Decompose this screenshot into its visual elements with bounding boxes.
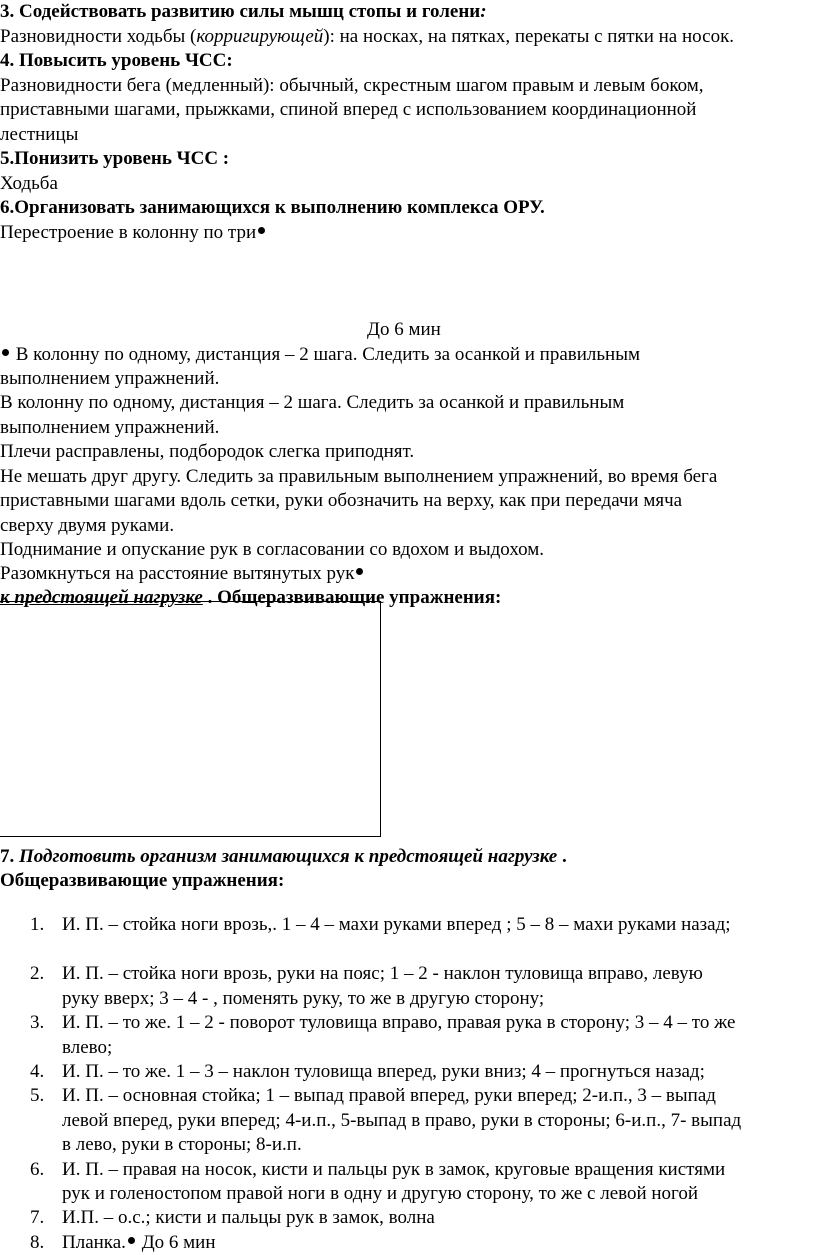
exercise-number: 3. — [30, 1012, 45, 1033]
note-3: Плечи расправлены, подбородок слегка приподнят. — [0, 441, 415, 462]
exercise-number: 8. — [30, 1232, 45, 1253]
note-2-line-2: выполнением упражнений. — [0, 417, 220, 438]
exercise-line: И. П. – стойка ноги врозь, руки на пояс; 1 – 2 - наклон туловища вправо, левую — [62, 963, 703, 984]
section-7-title: 7. Подготовить организм занимающихся к предстоящей нагрузке . — [0, 846, 567, 867]
section-6-title: 6.Организовать занимающихся к выполнению комплекса ОРУ. — [0, 197, 545, 218]
bullet-icon — [258, 227, 265, 234]
bullet-icon — [128, 1237, 135, 1244]
section-4-line-1: Разновидности бега (медленный): обычный, скрестным шагом правым и левым боком, — [0, 75, 704, 96]
exercise-line: И. П. – стойка ноги врозь,. 1 – 4 – махи руками вперед ; 5 – 8 – махи руками назад; — [62, 914, 731, 935]
exercise-number: 2. — [30, 963, 45, 984]
section-4-line-2: приставными шагами, прыжками, спиной вперед с использованием координационной — [0, 99, 697, 120]
empty-frame — [0, 601, 381, 837]
note-4-line-2: приставными шагами вдоль сетки, руки обозначить на верху, как при передачи мяча — [0, 490, 683, 511]
duration-label: До 6 мин — [367, 319, 441, 340]
exercise-line: влево; — [62, 1037, 113, 1058]
exercise-line: Планка. До 6 мин — [62, 1232, 216, 1253]
note-2-line-1: В колонну по одному, дистанция – 2 шага. Следить за осанкой и правильным — [0, 392, 625, 413]
exercise-number: 7. — [30, 1207, 45, 1228]
exercise-number: 4. — [30, 1061, 45, 1082]
exercise-line: И. П. – основная стойка; 1 – выпад правой вперед, руки вперед; 2-и.п., 3 – выпад — [62, 1085, 716, 1106]
bullet-icon — [356, 568, 363, 575]
exercise-number: 1. — [30, 914, 45, 935]
note-5: Поднимание и опускание рук в согласовании со вдохом и выдохом. — [0, 539, 545, 560]
note-1-line-1: В колонну по одному, дистанция – 2 шага. Следить за осанкой и правильным — [0, 343, 640, 367]
exercise-number: 5. — [30, 1085, 45, 1106]
exercise-duration: До 6 мин — [136, 1232, 216, 1253]
exercise-line: руку вверх; 3 – 4 - , поменять руку, то же в другую сторону; — [62, 988, 545, 1009]
section-6-text: Перестроение в колонну по три — [0, 221, 267, 245]
exercise-line: И. П. – то же. 1 – 2 - поворот туловища вправо, правая рука в сторону; 3 – 4 – то же — [62, 1012, 736, 1033]
exercise-line: рук и голеностопом правой ноги в одну и другую сторону, то же с левой ногой — [62, 1183, 699, 1204]
note-4-line-3: сверху двумя руками. — [0, 515, 175, 536]
exercise-line: И.П. – о.с.; кисти и пальцы рук в замок, волна — [62, 1207, 435, 1228]
exercise-line: левой вперед, руки вперед; 4-и.п., 5-выпад в право, руки в стороны; 6-и.п., 7- выпад — [62, 1110, 742, 1131]
note-4-line-1: Не мешать друг другу. Следить за правильным выполнением упражнений, во время бега — [0, 466, 718, 487]
bullet-icon — [2, 349, 9, 356]
section-5-text: Ходьба — [0, 173, 58, 194]
note-6: Разомкнуться на расстояние вытянутых рук — [0, 562, 365, 586]
fragment-heading: к предстоящей нагрузке . Общеразвивающие упражнения: — [0, 587, 502, 608]
section-4-title: 4. Повысить уровень ЧСС: — [0, 50, 233, 71]
note-1-line-2: выполнением упражнений. — [0, 368, 220, 389]
exercise-line: в лево, руки в стороны; 8-и.п. — [62, 1134, 302, 1155]
section-5-title: 5.Понизить уровень ЧСС : — [0, 148, 230, 169]
section-7-subtitle: Общеразвивающие упражнения: — [0, 870, 285, 891]
exercise-line: И. П. – правая на носок, кисти и пальцы рук в замок, круговые вращения кистями — [62, 1159, 726, 1180]
section-3-title: 3. Содействовать развитию силы мышц стопы и голени: — [0, 1, 487, 22]
exercise-number: 6. — [30, 1159, 45, 1180]
exercise-line: И. П. – то же. 1 – 3 – наклон туловища вперед, руки вниз; 4 – прогнуться назад; — [62, 1061, 705, 1082]
section-3-text: Разновидности ходьбы (корригирующей): на носках, на пятках, перекаты с пятки на носок. — [0, 26, 735, 47]
section-4-line-3: лестницы — [0, 124, 79, 145]
